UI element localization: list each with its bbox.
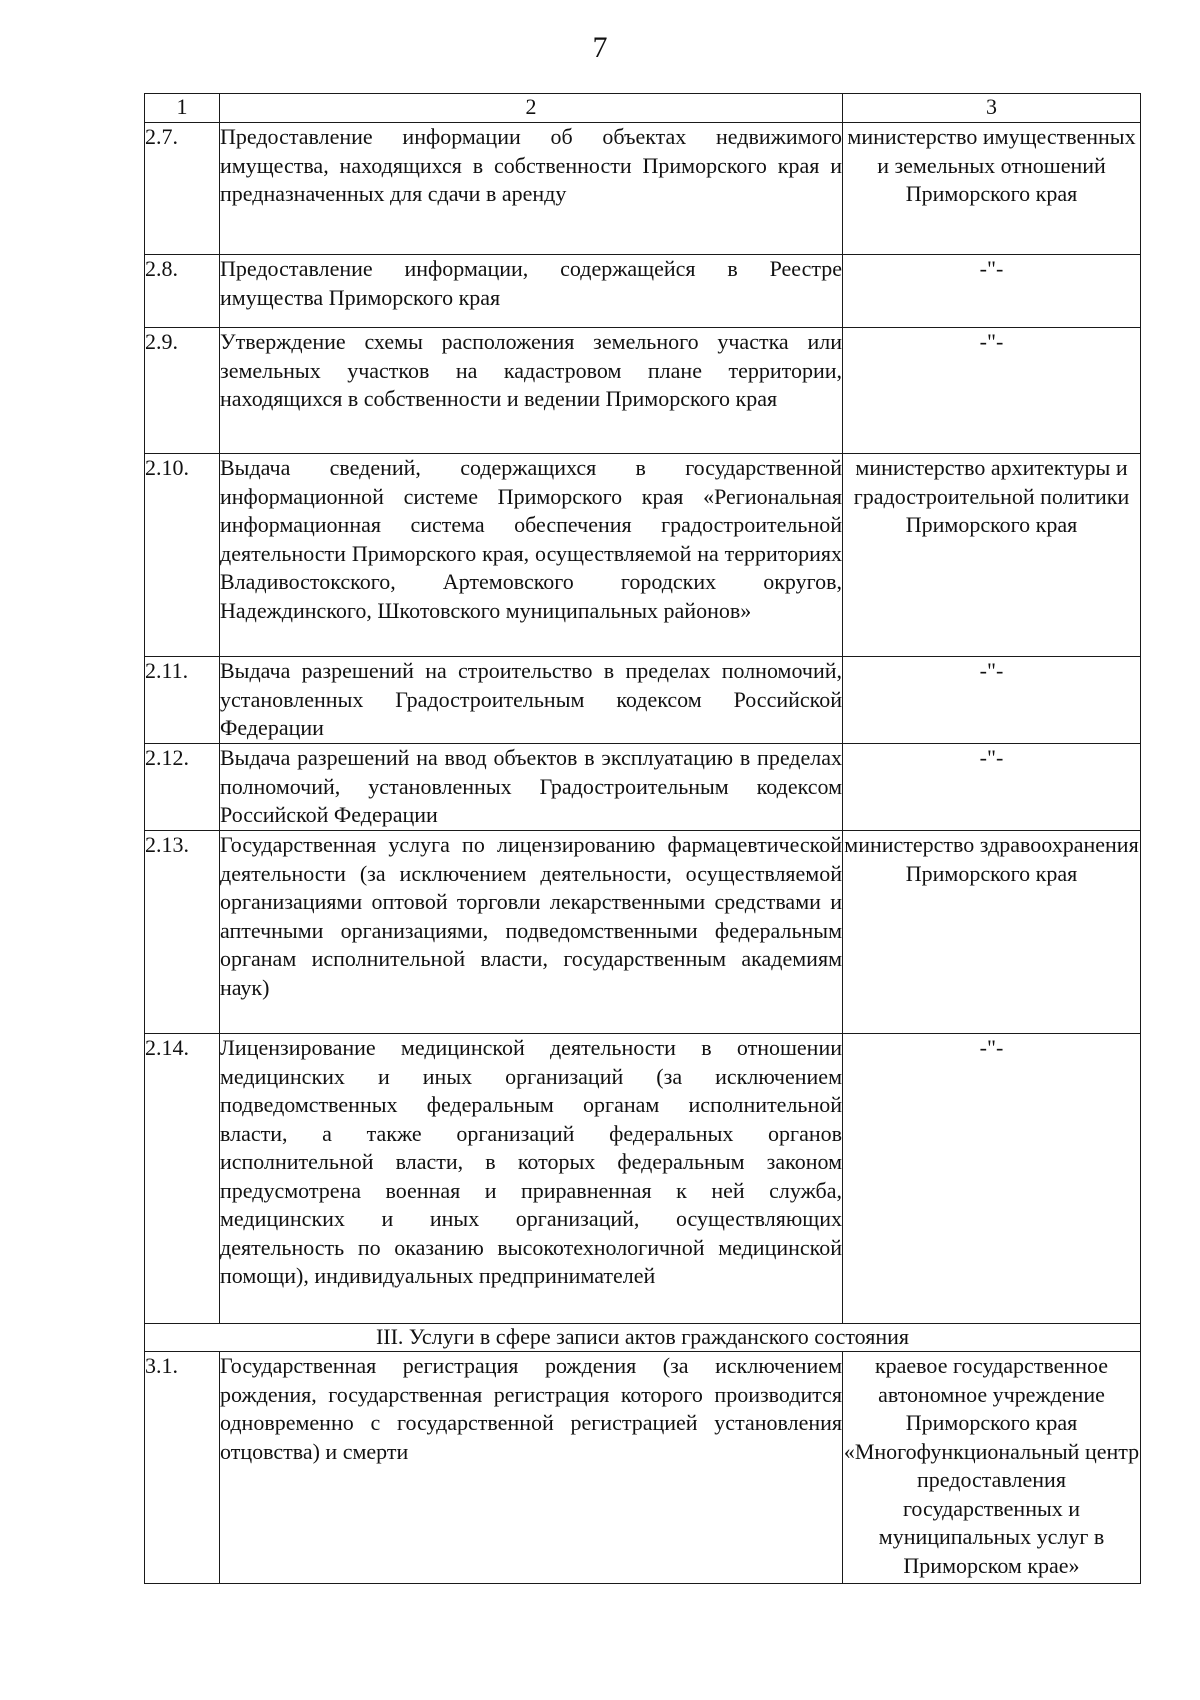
- row-number: 2.11.: [145, 657, 220, 744]
- service-description: Выдача сведений, содержащихся в государственной информационной системе Приморского края «Региональная информационная система обеспечения градостроительной деятельности Приморского края, осуществляемой на территориях Владивостокского, Артемовского городских округов, Надеждинского, Шкотовского муниципальных районов»: [220, 454, 843, 657]
- row-number: 2.12.: [145, 744, 220, 831]
- responsible-authority: -"-: [843, 744, 1141, 831]
- table-row: [145, 454, 1141, 657]
- table-row: [145, 1352, 1141, 1584]
- responsible-authority: министерство здравоохранения Приморского края: [843, 831, 1141, 1034]
- service-description: Предоставление информации, содержащейся в Реестре имущества Приморского края: [220, 255, 843, 328]
- row-number: 3.1.: [145, 1352, 220, 1584]
- responsible-authority: -"-: [843, 328, 1141, 454]
- section-row: [145, 1324, 1141, 1352]
- responsible-authority: краевое государственное автономное учреждение Приморского края «Многофункциональный центр предоставления государственных и муниципальных услуг в Приморском крае»: [843, 1352, 1141, 1584]
- service-description: Государственная регистрация рождения (за исключением рождения, государственная регистрация которого производится одновременно с государственной регистрацией установления отцовства) и смерти: [220, 1352, 843, 1584]
- services-table: [144, 93, 1141, 1584]
- row-number: 2.9.: [145, 328, 220, 454]
- service-description: Выдача разрешений на ввод объектов в эксплуатацию в пределах полномочий, установленных Градостроительным кодексом Российской Федерации: [220, 744, 843, 831]
- table-row: [145, 831, 1141, 1034]
- page-number: 7: [592, 31, 608, 64]
- table-row: [145, 255, 1141, 328]
- service-description: Предоставление информации об объектах недвижимого имущества, находящихся в собственности Приморского края и предназначенных для сдачи в аренду: [220, 123, 843, 255]
- responsible-authority: -"-: [843, 657, 1141, 744]
- table-row: [145, 1034, 1141, 1324]
- service-description: Лицензирование медицинской деятельности в отношении медицинских и иных организаций (за исключением подведомственных федеральным органам исполнительной власти, а также организаций федеральных органов исполнительной власти, в которых федеральным законом предусмотрена военная и приравненная к ней служба, медицинских и иных организаций, осуществляющих деятельность по оказанию высокотехнологичной медицинской помощи), индивидуальных предпринимателей: [220, 1034, 843, 1324]
- responsible-authority: -"-: [843, 255, 1141, 328]
- table-row: [145, 657, 1141, 744]
- table-row: [145, 123, 1141, 255]
- responsible-authority: министерство архитектуры и градостроительной политики Приморского края: [843, 454, 1141, 657]
- table-row: [145, 744, 1141, 831]
- column-number: 2: [220, 94, 843, 123]
- row-number: 2.10.: [145, 454, 220, 657]
- service-description: Государственная услуга по лицензированию фармацевтической деятельности (за исключением деятельности, осуществляемой организациями оптовой торговли лекарственными средствами и аптечными организациями, подведомственными федеральным органам исполнительной власти, государственным академиям наук): [220, 831, 843, 1034]
- row-number: 2.13.: [145, 831, 220, 1034]
- row-number: 2.8.: [145, 255, 220, 328]
- section-title: III. Услуги в сфере записи актов гражданского состояния: [145, 1324, 1141, 1352]
- table-row: [145, 328, 1141, 454]
- column-number: 3: [843, 94, 1141, 123]
- row-number: 2.14.: [145, 1034, 220, 1324]
- responsible-authority: -"-: [843, 1034, 1141, 1324]
- row-number: 2.7.: [145, 123, 220, 255]
- service-description: Утверждение схемы расположения земельного участка или земельных участков на кадастровом плане территории, находящихся в собственности и ведении Приморского края: [220, 328, 843, 454]
- column-numbers-row: [145, 94, 1141, 123]
- responsible-authority: министерство имущественных и земельных отношений Приморского края: [843, 123, 1141, 255]
- column-number: 1: [145, 94, 220, 123]
- service-description: Выдача разрешений на строительство в пределах полномочий, установленных Градостроительным кодексом Российской Федерации: [220, 657, 843, 744]
